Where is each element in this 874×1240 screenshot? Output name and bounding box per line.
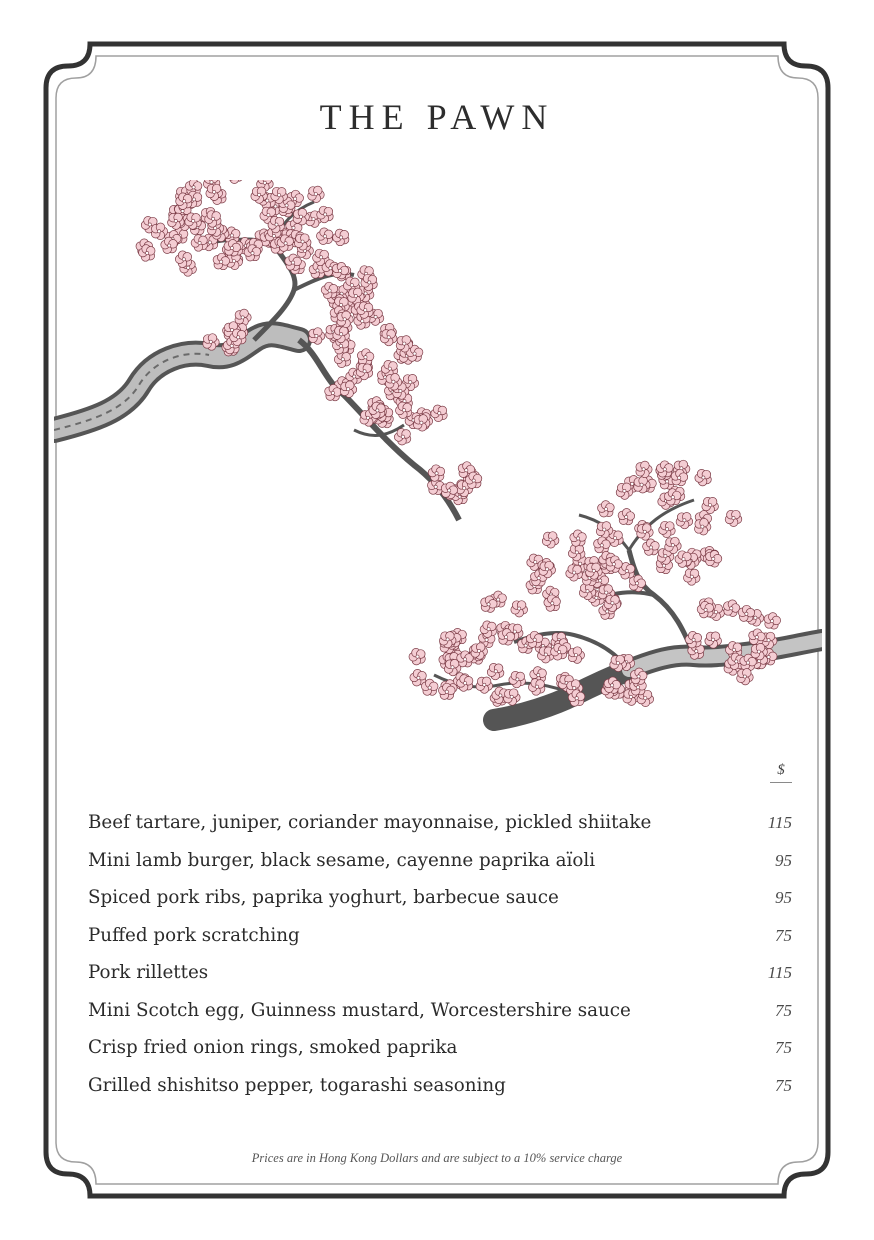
blossom-flower: [509, 671, 526, 687]
dish-price: 115: [767, 963, 792, 982]
blossom-flower: [511, 601, 528, 617]
blossom-flower: [309, 328, 325, 345]
blossom-flower: [764, 613, 780, 630]
blossom-flower: [598, 501, 615, 517]
blossom-flower: [333, 229, 349, 246]
blossom-flower: [308, 186, 325, 202]
blossom-flower: [205, 211, 221, 228]
cherry-blossom-illustration: [54, 180, 822, 750]
blossom-flower: [725, 510, 742, 526]
blossom-flower: [643, 539, 660, 555]
dish-price: 95: [775, 888, 792, 907]
menu-item: [88, 962, 796, 1000]
menu-list: [88, 812, 796, 1112]
dish-name: Spiced pork ribs, paprika yoghurt, barbecue sauce: [88, 887, 559, 908]
blossom-flower: [570, 530, 587, 546]
blossom-flower: [227, 180, 244, 184]
blossom-flower: [675, 551, 691, 568]
blossom-flower: [357, 349, 374, 366]
blossom-flower: [676, 513, 693, 529]
blossom-flower: [616, 483, 633, 499]
menu-item: [88, 850, 796, 888]
dish-name: Mini lamb burger, black sesame, cayenne paprika aïoli: [88, 849, 596, 871]
blossom-flower: [637, 524, 654, 541]
dish-name: Mini Scotch egg, Guinness mustard, Worcestershire sauce: [88, 999, 631, 1021]
dish-name: Crisp fried onion rings, smoked paprika: [88, 1037, 458, 1058]
menu-item: [88, 925, 796, 963]
dish-name: Beef tartare, juniper, coriander mayonnaise, pickled shiitake: [88, 812, 652, 833]
dish-price: 75: [775, 925, 792, 945]
dish-name: Puffed pork scratching: [88, 924, 300, 946]
blossom-flower: [487, 663, 504, 679]
blossom-flower: [636, 461, 652, 478]
dish-name: Grilled shishitso pepper, togarashi seasoning: [88, 1074, 506, 1096]
blossom-flower: [476, 677, 493, 693]
blossom-flower: [706, 551, 722, 568]
blossom-flower: [657, 461, 674, 477]
dish-name: Pork rillettes: [88, 962, 209, 983]
blossom-flower: [539, 561, 556, 578]
blossom-flower: [738, 605, 755, 621]
dish-price: 115: [767, 813, 792, 832]
blossom-flower: [566, 565, 583, 581]
blossom-flower: [724, 600, 740, 617]
blossom-flower: [568, 647, 584, 664]
menu-item: [88, 1075, 796, 1113]
blossom-flower: [428, 465, 445, 482]
menu-item: [88, 1037, 796, 1075]
menu-item: [88, 887, 796, 925]
blossom-flower: [175, 251, 191, 268]
service-charge-note: Prices are in Hong Kong Dollars and are subject to a 10% service charge: [251, 1151, 623, 1165]
dish-price: 75: [775, 1075, 792, 1095]
restaurant-title: THE PAWN: [319, 97, 555, 137]
blossom-flower: [191, 235, 207, 252]
blossom-flower: [161, 237, 178, 253]
blossom-flower: [542, 532, 559, 548]
blossom-flower: [737, 669, 754, 685]
blossom-flower: [321, 282, 338, 298]
blossom-flower: [618, 509, 634, 525]
blossom-flower: [409, 648, 425, 665]
blossom-flower: [695, 469, 711, 486]
blossom-flower: [659, 521, 676, 537]
dish-price: 75: [775, 1000, 792, 1020]
blossom-flower: [665, 537, 682, 553]
blossom-flower: [504, 689, 520, 706]
dish-price: 95: [775, 850, 792, 870]
menu-item: [88, 812, 796, 850]
blossom-flower: [380, 330, 397, 346]
blossom-flower: [529, 679, 545, 696]
blossom-flower: [749, 629, 766, 645]
menu-item: [88, 1000, 796, 1038]
blossom-flower: [317, 228, 333, 245]
blossom-flower: [431, 405, 447, 422]
blossom-flower: [684, 569, 701, 585]
currency-header: $: [770, 762, 792, 783]
dish-price: 75: [775, 1038, 792, 1057]
